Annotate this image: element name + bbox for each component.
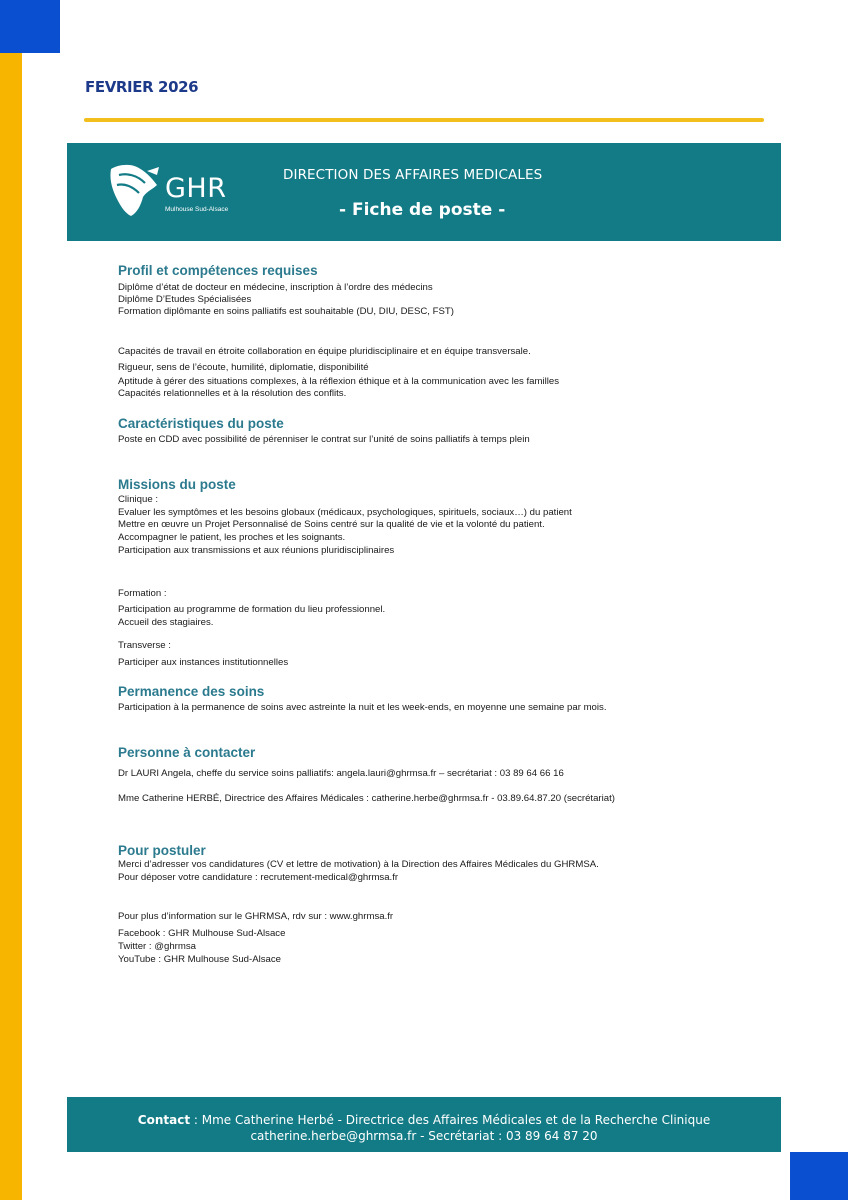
document-title: - Fiche de poste - <box>339 200 506 220</box>
postuler-line: Pour plus d’information sur le GHRMSA, rdv sur : www.ghrmsa.fr <box>118 911 394 922</box>
footer-contact-text: : Mme Catherine Herbé - Directrice des Affaires Médicales et de la Recherche Clinique <box>190 1113 711 1127</box>
postuler-line: Pour déposer votre candidature : recrutement-medical@ghrmsa.fr <box>118 872 399 883</box>
section-title-permanence: Permanence des soins <box>118 684 265 699</box>
logo-subtitle: Mulhouse Sud-Alsace <box>165 206 229 213</box>
footer-email-line: catherine.herbe@ghrmsa.fr - Secrétariat : 03 89 64 87 20 <box>250 1129 598 1143</box>
footer-banner <box>67 1097 781 1152</box>
alsace-map-icon <box>107 163 163 218</box>
corner-decoration-bottom-right <box>790 1152 848 1200</box>
profil-line: Diplôme D’Etudes Spécialisées <box>118 294 252 305</box>
header-banner <box>67 143 781 241</box>
department-title: DIRECTION DES AFFAIRES MEDICALES <box>283 167 543 183</box>
corner-decoration-top-left <box>0 0 60 53</box>
section-title-profil: Profil et compétences requises <box>118 263 318 278</box>
section-title-contact: Personne à contacter <box>118 745 256 760</box>
missions-line: Accompagner le patient, les proches et les soignants. <box>118 532 346 543</box>
missions-line: Accueil des stagiaires. <box>118 617 214 628</box>
publication-date: FEVRIER 2026 <box>85 78 199 96</box>
missions-line: Participation au programme de formation du lieu professionnel. <box>118 604 386 615</box>
section-title-caracteristiques: Caractéristiques du poste <box>118 416 284 431</box>
caracteristiques-line: Poste en CDD avec possibilité de pérenniser le contrat sur l’unité de soins palliatifs à temps plein <box>118 434 530 445</box>
footer-contact-label: Contact <box>137 1113 191 1127</box>
permanence-line: Participation à la permanence de soins avec astreinte la nuit et les week-ends, en moyenne une semaine par mois. <box>118 702 607 713</box>
profil-line: Aptitude à gérer des situations complexes, à la réflexion éthique et à la communication avec les familles <box>118 376 560 387</box>
ghr-logo <box>107 163 232 218</box>
contact-line: Mme Catherine HERBÉ, Directrice des Affaires Médicales : catherine.herbe@ghrmsa.fr - 03.89.64.87.20 (secrétariat) <box>118 793 615 804</box>
missions-line: Formation : <box>118 588 167 599</box>
postuler-line: Twitter : @ghrmsa <box>118 941 196 952</box>
missions-line: Participer aux instances institutionnelles <box>118 657 289 668</box>
profil-line: Formation diplômante en soins palliatifs est souhaitable (DU, DIU, DESC, FST) <box>118 306 454 317</box>
missions-line: Evaluer les symptômes et les besoins globaux (médicaux, psychologiques, spirituels, sociaux…) du patient <box>118 507 572 518</box>
profil-line: Diplôme d’état de docteur en médecine, inscription à l’ordre des médecins <box>118 282 433 293</box>
postuler-line: Facebook : GHR Mulhouse Sud-Alsace <box>118 928 286 939</box>
section-title-postuler: Pour postuler <box>118 843 206 858</box>
postuler-line: Merci d’adresser vos candidatures (CV et lettre de motivation) à la Direction des Affaires Médicales du GHRMSA. <box>118 859 599 870</box>
contact-line: Dr LAURI Angela, cheffe du service soins palliatifs: angela.lauri@ghrmsa.fr – secrétariat : 03 89 64 66 16 <box>118 768 564 779</box>
profil-line: Capacités relationnelles et à la résolution des conflits. <box>118 388 347 399</box>
section-title-missions: Missions du poste <box>118 477 236 492</box>
side-stripe <box>0 53 22 1200</box>
footer-contact-line <box>67 1113 781 1127</box>
profil-line: Rigueur, sens de l’écoute, humilité, diplomatie, disponibilité <box>118 362 369 373</box>
profil-line: Capacités de travail en étroite collaboration en équipe pluridisciplinaire et en équipe transversale. <box>118 346 531 357</box>
missions-line: Transverse : <box>118 640 171 651</box>
postuler-line: YouTube : GHR Mulhouse Sud-Alsace <box>118 954 282 965</box>
missions-line: Participation aux transmissions et aux réunions pluridisciplinaires <box>118 545 395 556</box>
missions-line: Mettre en œuvre un Projet Personnalisé de Soins centré sur la qualité de vie et la volonté du patient. <box>118 519 545 530</box>
date-divider <box>84 118 764 122</box>
logo-text: GHR <box>165 173 227 204</box>
missions-line: Clinique : <box>118 494 158 505</box>
